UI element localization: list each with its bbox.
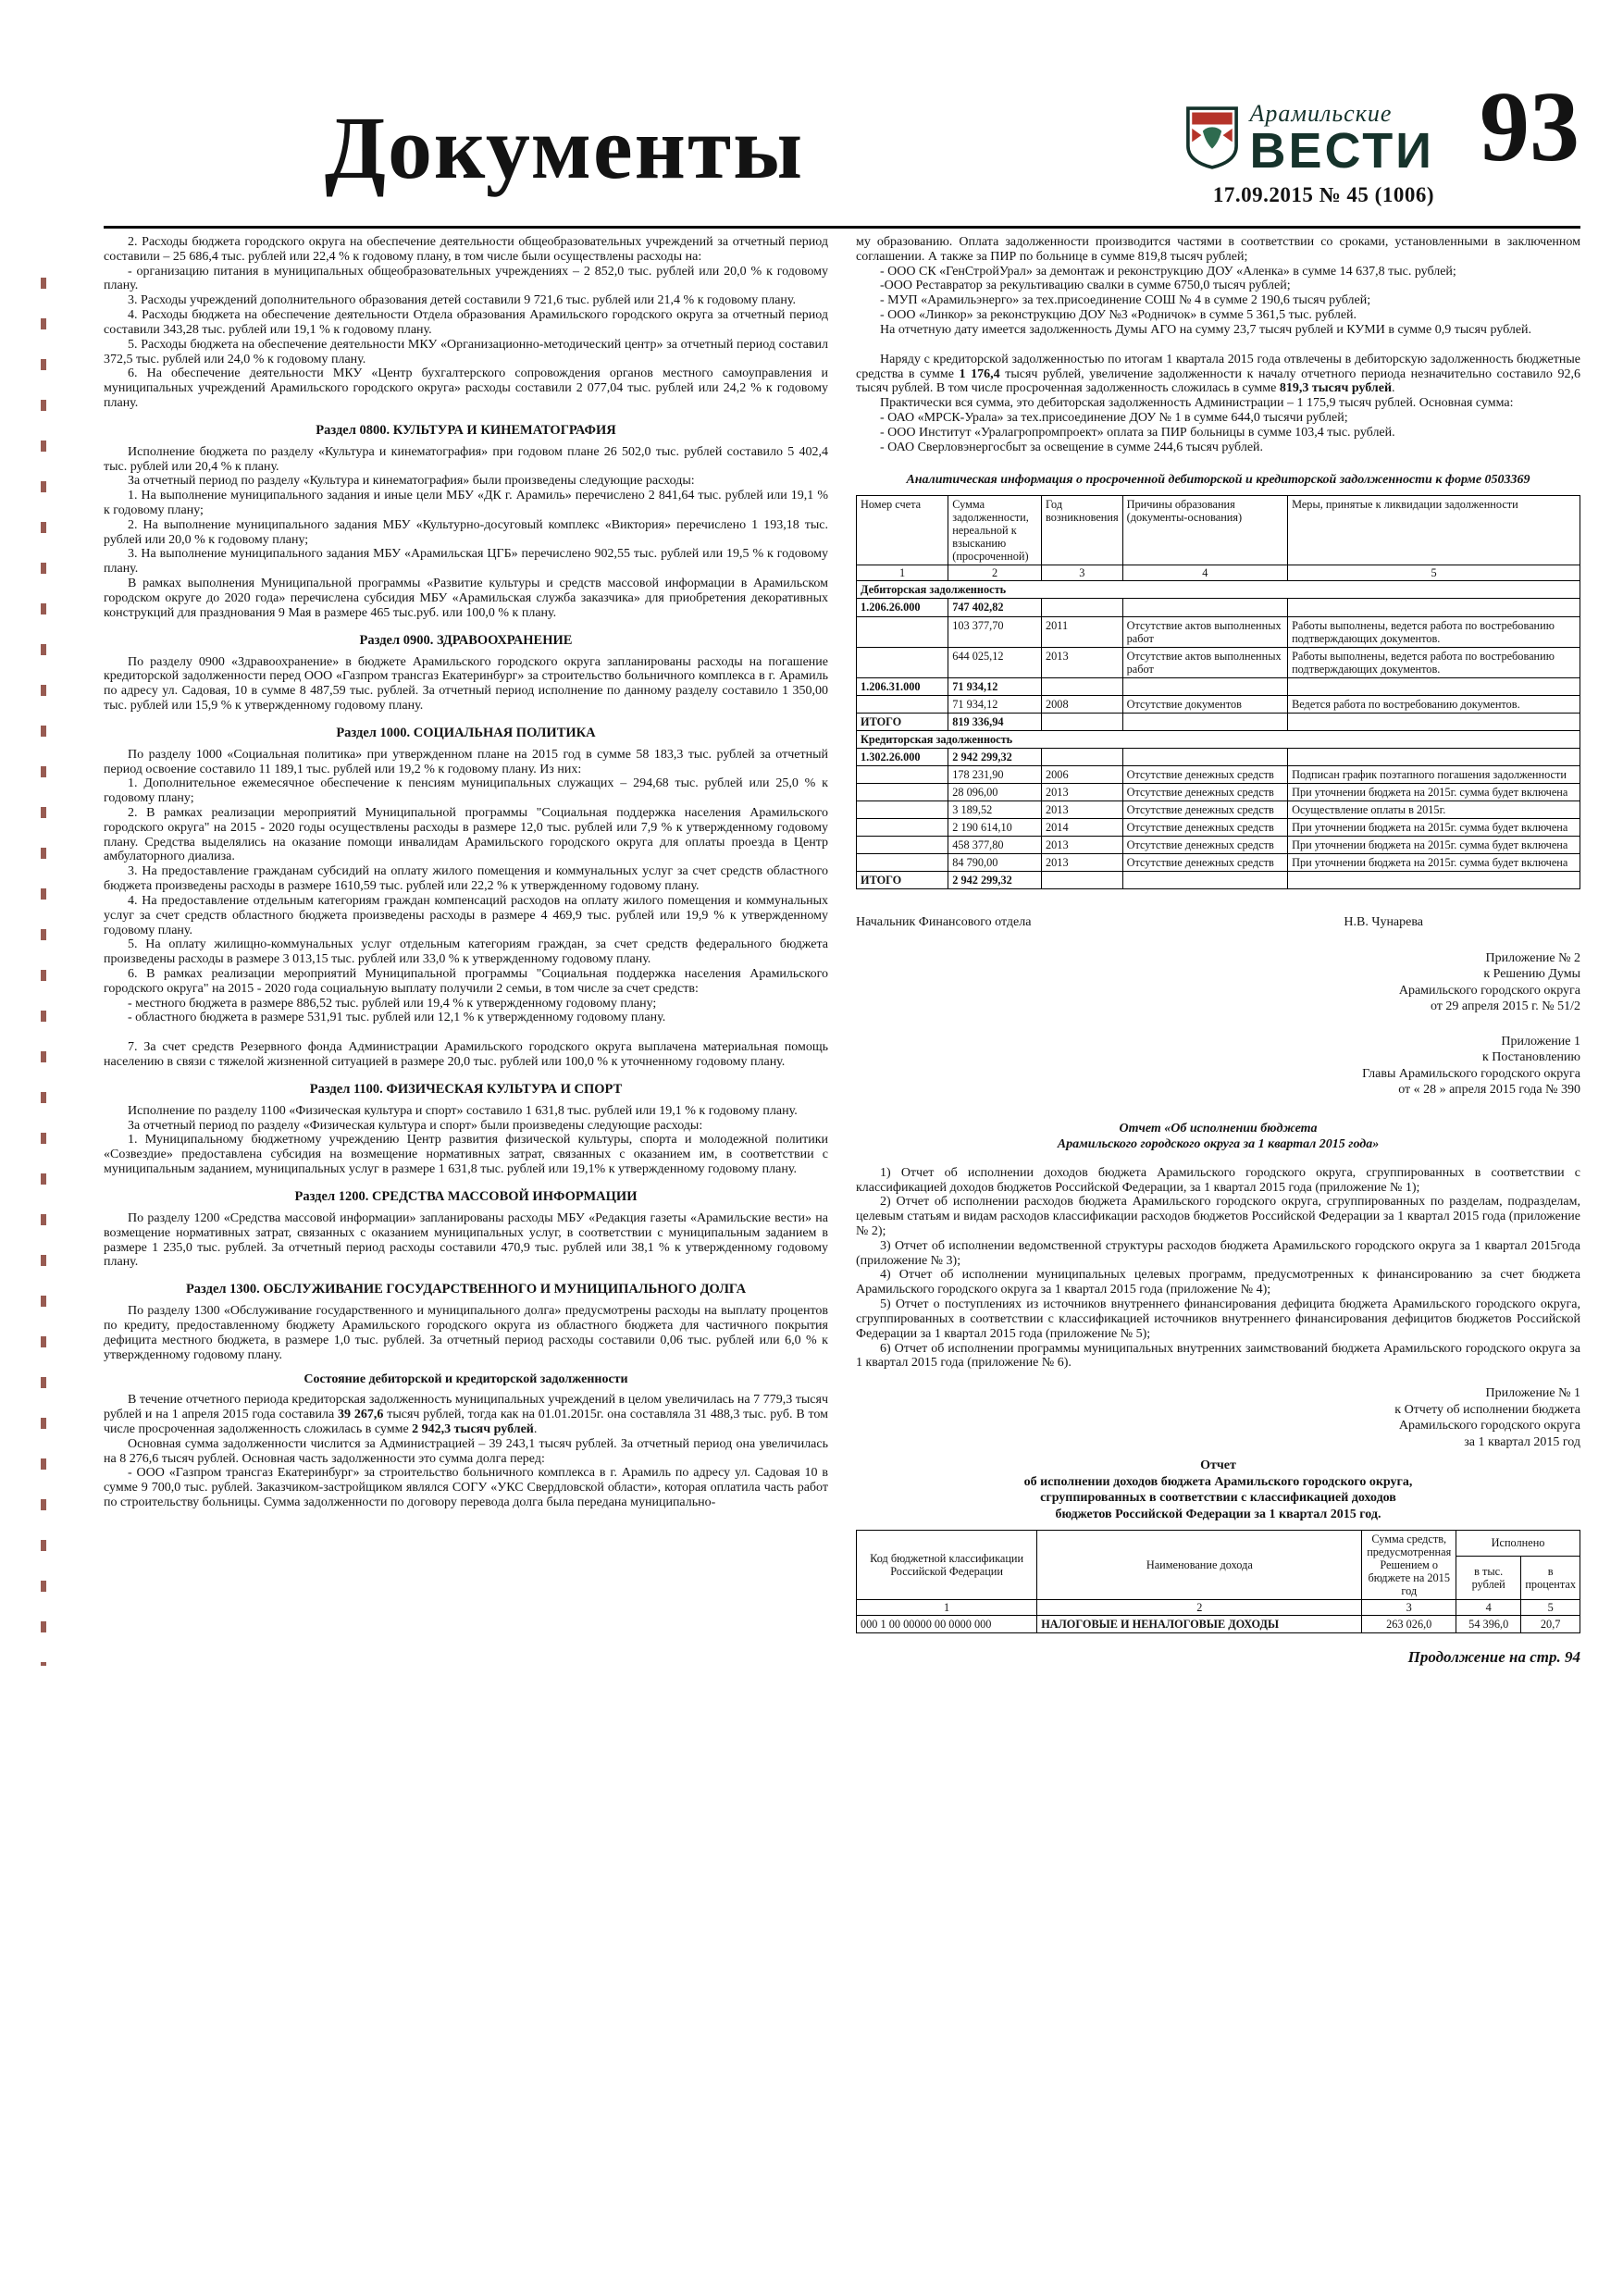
debt-cell: 178 231,90 xyxy=(948,765,1042,783)
text-line: Приложение № 2 xyxy=(1485,950,1580,965)
paragraph: - МУП «Арамильэнерго» за тех.присоединение СОШ № 4 в сумме 2 190,6 тысяч рублей; xyxy=(880,293,1371,308)
debt-cell: 2 942 299,32 xyxy=(948,871,1042,888)
debt-row xyxy=(857,677,1580,695)
text-segment: 819,3 тысяч рублей xyxy=(1279,381,1393,396)
paragraph: 4. На предоставление отдельным категориям граждан компенсаций расходов на оплату жилого помещения и коммунальных услуг за счет средств областного бюджета произведены расходы в размере 4 469,9 тыс. рублей или 19,9 % к утвержденному годовому плану. xyxy=(104,893,828,937)
income-row xyxy=(857,1616,1580,1633)
paragraph: 5. На оплату жилищно-коммунальных услуг отдельным категориям граждан, за счет средств федерального бюджета произведены расходы в размере 3 013,15 тыс. рублей или 33,0 % к утвержденному годовому плану. xyxy=(104,937,828,967)
paragraph: 1. Муниципальному бюджетному учреждению Центр развития физической культуры, спорта и молодежной политики «Созвездие» предоставлена субсидия на возмещение нормативных затрат, связанных с оказанием им, в соответствии с муниципальным заданием, муниципальных услуг в размере 1 631,8 тыс. рублей или 19,1% к утвержденному годовому плану. xyxy=(104,1133,828,1177)
debt-cell xyxy=(1042,713,1123,730)
paragraph: 3. Расходы учреждений дополнительного образования детей составили 9 721,6 тыс. рублей или 21,4 % к годовому плану. xyxy=(128,293,796,308)
debt-row xyxy=(857,871,1580,888)
paragraph: По разделу 1000 «Социальная политика» при утвержденном плане на 2015 год в сумме 58 183,3 тыс. рублей за отчетный период освоение составило 11 189,1 тыс. рублей или 19,2 % к годовому плану. Из них: xyxy=(104,747,828,776)
report-title xyxy=(856,1121,1580,1153)
spacer xyxy=(856,1104,1580,1113)
debt-cell: Ведется работа по востребованию документов. xyxy=(1288,695,1580,713)
debt-cell: Отсутствие денежных средств xyxy=(1122,800,1287,818)
text-line: Арамильского городского округа xyxy=(1398,1419,1580,1433)
income-header-percent: в процентах xyxy=(1521,1556,1580,1600)
paragraph: 1. Дополнительное ежемесячное обеспечение к пенсиям муниципальных служащих – 294,68 тыс. рублей или 25,0 % к годовому плану; xyxy=(104,776,828,806)
section-heading: Раздел 1100. ФИЗИЧЕСКАЯ КУЛЬТУРА И СПОРТ xyxy=(309,1081,623,1097)
debt-cell xyxy=(1122,871,1287,888)
debt-cell: 71 934,12 xyxy=(948,677,1042,695)
text-line: Арамильского городского округа xyxy=(1398,983,1580,998)
debt-cell xyxy=(1288,748,1580,765)
debt-row xyxy=(857,713,1580,730)
column-number: 5 xyxy=(1288,565,1580,581)
paragraph: По разделу 0900 «Здравоохранение» в бюджете Арамильского городского округа запланированы расходы на погашение кредиторской задолженности перед ООО «Газпром трансгаз Екатеринбург» за строительство больничного комплекса в г. Арамиль по адресу ул. Садовая, 10 в сумме 8 487,59 тыс. рублей. За отчетный период исполнение по данному разделу составило 1 350,00 тыс. рублей или 15,9 % к утвержденному годовому плану. xyxy=(104,654,828,713)
income-header-row xyxy=(857,1531,1580,1556)
debt-cell xyxy=(1288,677,1580,695)
debt-cell: Отсутствие денежных средств xyxy=(1122,836,1287,853)
debt-cell xyxy=(857,836,948,853)
debt-cell xyxy=(1122,748,1287,765)
appendix-note xyxy=(856,1385,1580,1450)
debt-cell: 1.206.31.000 xyxy=(857,677,948,695)
paragraph: 2) Отчет об исполнении расходов бюджета Арамильского городского округа, сгруппированных по разделам, подразделам, целевым статьям и видам расходов классификации расходов бюджетов Российской Федерации за 1 квартал 2015 года (приложение № 2); xyxy=(856,1195,1580,1238)
debt-row xyxy=(857,695,1580,713)
section-heading: Раздел 1200. СРЕДСТВА МАССОВОЙ ИНФОРМАЦИИ xyxy=(294,1188,638,1204)
paragraph: - ООО Институт «Уралагропромпроект» оплата за ПИР больницы в сумме 103,4 тыс. рублей. xyxy=(880,425,1395,440)
debt-column-header: Меры, принятые к ликвидации задолженности xyxy=(1288,496,1580,565)
debt-section-row xyxy=(857,581,1580,599)
income-header-sum: Сумма средств, предусмотренная Решением о бюджете на 2015 год xyxy=(1362,1531,1456,1600)
text-line: Приложение 1 xyxy=(1501,1034,1580,1049)
debt-cell: ИТОГО xyxy=(857,713,948,730)
debt-cell: 28 096,00 xyxy=(948,783,1042,800)
debt-cell: Осуществление оплаты в 2015г. xyxy=(1288,800,1580,818)
debt-cell xyxy=(857,695,948,713)
income-header-thousands: в тыс. рублей xyxy=(1456,1556,1521,1600)
debt-cell: 2 190 614,10 xyxy=(948,818,1042,836)
spacer xyxy=(856,454,1580,462)
debt-cell: 458 377,80 xyxy=(948,836,1042,853)
paragraph: - ОАО «МРСК-Урала» за тех.присоединение ДОУ № 1 в сумме 644,0 тысячи рублей; xyxy=(880,410,1348,425)
paragraph: - ООО «Газпром трансгаз Екатеринбург» за строительство больничного комплекса в г. Арамиль по адресу ул. Садовая 10 в сумме 9 700,0 тыс. рублей. Заказчиком-застройщиком являлся СОГУ «УКС Свердловской области», которая оплатила часть работ по строительству больницы. Сумма задолженности по договору перевода долга была передана муниципально- xyxy=(104,1466,828,1510)
subsection-heading: Состояние дебиторской и кредиторской задолженности xyxy=(304,1372,628,1387)
paragraph: 7. За счет средств Резервного фонда Администрации Арамильского городского округа выплачена материальная помощь населению в связи с тяжелой жизненной ситуацией в размере 20,0 тыс. рублей или 100,0 % к уточненному годовому плану. xyxy=(104,1040,828,1069)
debt-cell: 71 934,12 xyxy=(948,695,1042,713)
paragraph xyxy=(104,1393,828,1436)
debt-cell: 2008 xyxy=(1042,695,1123,713)
debt-cell: Отсутствие документов xyxy=(1122,695,1287,713)
spacer xyxy=(856,338,1580,353)
income-name-cell: НАЛОГОВЫЕ И НЕНАЛОГОВЫЕ ДОХОДЫ xyxy=(1037,1616,1362,1633)
paragraph: Исполнение бюджета по разделу «Культура и кинематография» при годовом плане 26 502,0 тыс. рублей составило 5 402,4 тыс. рублей или 20,4 % к плану. xyxy=(104,444,828,474)
debt-cell: 103 377,70 xyxy=(948,616,1042,647)
debt-column-header: Сумма задолженности, нереальной к взысканию (просроченной) xyxy=(948,496,1042,565)
paragraph: - ОАО Сверловэнергосбыт за освещение в сумме 244,6 тысяч рублей. xyxy=(880,440,1264,454)
debt-cell xyxy=(857,818,948,836)
paragraph: В рамках выполнения Муниципальной программы «Развитие культуры и средств массовой информации в Арамильском городском округе до 2020 года» перечислена субсидия МБУ «Арамильская служба заказчика» для приобретения декоративных конструкций для празднования 9 Мая в размере 465 тыс.руб. или 100,0 % к плану. xyxy=(104,577,828,620)
debt-cell: 2014 xyxy=(1042,818,1123,836)
paragraph: - ООО «Линкор» за реконструкцию ДОУ №3 «Родничок» в сумме 5 361,5 тыс. рублей. xyxy=(880,308,1357,323)
debt-row xyxy=(857,647,1580,677)
text-line: Отчет xyxy=(1200,1458,1236,1473)
debt-cell: 747 402,82 xyxy=(948,599,1042,616)
paragraph: - областного бюджета в размере 531,91 тыс. рублей или 12,1 % к утвержденному годовому плану. xyxy=(128,1011,666,1025)
text-segment: 1 176,4 xyxy=(959,366,1000,381)
section-heading: Раздел 0800. КУЛЬТУРА И КИНЕМАТОГРАФИЯ xyxy=(316,422,616,438)
debt-cell: Отсутствие денежных средств xyxy=(1122,783,1287,800)
paragraph: Основная сумма задолженности числится за Администрацией – 39 243,1 тысяч рублей. За отчетный период она увеличилась на 8 276,6 тысяч рублей. Основная часть задолженности это сумма долга перед: xyxy=(104,1436,828,1466)
paragraph: Исполнение по разделу 1100 «Физическая культура и спорт» составило 1 631,8 тыс. рублей или 19,1 % к годовому плану. xyxy=(128,1103,798,1118)
debt-cell: Работы выполнены, ведется работа по востребованию подтверждающих документов. xyxy=(1288,616,1580,647)
income-header-code: Код бюджетной классификации Российской Федерации xyxy=(857,1531,1037,1600)
debt-row xyxy=(857,836,1580,853)
debt-cell: Подписан график поэтапного погашения задолженности xyxy=(1288,765,1580,783)
debt-table xyxy=(856,495,1580,888)
debt-cell: При уточнении бюджета на 2015г. сумма будет включена xyxy=(1288,836,1580,853)
paragraph: 3. На предоставление гражданам субсидий на оплату жилого помещения и коммунальных услуг за счет средств областного бюджета произведены расходы в размере 1610,59 тыс. рублей или 22,2 % к утвержденному годовому плану. xyxy=(104,864,828,894)
paragraph: 6) Отчет об исполнении программы муниципальных внутренних заимствований бюджета Арамильского городского округа за 1 квартал 2015 года (приложение № 6). xyxy=(856,1341,1580,1371)
debt-cell xyxy=(857,616,948,647)
page-number: 93 xyxy=(1480,72,1580,182)
text-line: об исполнении доходов бюджета Арамильского городского округа, xyxy=(1023,1474,1413,1489)
text-segment: тысяч рублей, тогда как на 01.01.2015г. она составляла 31 488,3 тыс. руб. В том числе просроченная задолженность сложилась в сумме xyxy=(104,1408,828,1436)
paragraph: 4) Отчет об исполнении муниципальных целевых программ, предусмотренных к финансированию за счет бюджета Арамильского городского округа за 1 квартал 2015 года (приложение № 4); xyxy=(856,1268,1580,1297)
debt-cell: Отсутствие актов выполненных работ xyxy=(1122,616,1287,647)
debt-row xyxy=(857,765,1580,783)
text-line: бюджетов Российской Федерации за 1 квартал 2015 год. xyxy=(1055,1507,1381,1521)
column-number: 4 xyxy=(1456,1600,1521,1616)
text-segment: . xyxy=(533,1422,538,1436)
paragraph: 1. На выполнение муниципального задания и иные цели МБУ «ДК г. Арамиль» перечислено 2 841,64 тыс. рублей или 19,1 % к годовому плану; xyxy=(104,489,828,517)
text-segment: тысяч рублей, увеличение задолженности к началу отчетного периода незначительно составило 92,6 тысяч рублей. В том числе просроченная задолженность сложилась в сумме xyxy=(856,366,1580,396)
signature-position: Начальник Финансового отдела xyxy=(856,914,1032,929)
paragraph: - ООО СК «ГенСтройУрал» за демонтаж и реконструкцию ДОУ «Аленка» в сумме 14 637,8 тыс. рублей; xyxy=(880,264,1456,279)
debt-cell: 3 189,52 xyxy=(948,800,1042,818)
income-code-cell: 000 1 00 00000 00 0000 000 xyxy=(857,1616,1037,1633)
newspaper-logo xyxy=(1185,100,1434,179)
income-percent-cell: 20,7 xyxy=(1521,1616,1580,1633)
debt-section-title: Кредиторская задолженность xyxy=(857,730,1580,748)
paragraph: За отчетный период по разделу «Физическая культура и спорт» были произведены следующие расходы: xyxy=(128,1118,703,1133)
paragraph: - организацию питания в муниципальных общеобразовательных учреждениях – 2 852,0 тыс. рублей или 20,0 % к годовому плану. xyxy=(104,264,828,293)
text-segment: Наряду с кредиторской задолженностью по итогам 1 квартала 2015 года отвлечены в дебиторскую задолженность бюджетные средства в сумме xyxy=(856,352,1580,381)
appendix-note xyxy=(856,1034,1580,1098)
text-line: сгруппированных в соответствии с классификацией доходов xyxy=(1040,1491,1396,1506)
paragraph: -ООО Реставратор за рекультивацию свалки в сумме 6750,0 тысяч рублей; xyxy=(880,279,1291,293)
content-columns xyxy=(104,235,1580,2274)
debt-cell: 2013 xyxy=(1042,800,1123,818)
column-number: 5 xyxy=(1521,1600,1580,1616)
debt-colnum-row xyxy=(857,565,1580,581)
header-divider xyxy=(104,226,1580,229)
debt-row xyxy=(857,599,1580,616)
debt-cell xyxy=(857,853,948,871)
income-sum-cell: 263 026,0 xyxy=(1362,1616,1456,1633)
debt-cell xyxy=(1288,713,1580,730)
debt-cell: Отсутствие денежных средств xyxy=(1122,765,1287,783)
debt-column-header: Год возникновения xyxy=(1042,496,1123,565)
column-number: 2 xyxy=(1037,1600,1362,1616)
income-header-executed: Исполнено xyxy=(1456,1531,1580,1556)
continuation-note: Продолжение на стр. 94 xyxy=(1407,1648,1580,1667)
debt-cell: 2013 xyxy=(1042,836,1123,853)
brand-name-bottom: ВЕСТИ xyxy=(1249,123,1434,179)
paragraph: 5) Отчет о поступлениях из источников внутреннего финансирования дефицита бюджета Арамильского городского округа, сгруппированных в соответствии с классификацией источников внутреннего финансирования дефицитов бюджетов Российской Федерации за 1 квартал 2015 года (приложение № 5); xyxy=(856,1297,1580,1341)
debt-cell: 2013 xyxy=(1042,853,1123,871)
paragraph: 2. Расходы бюджета городского округа на обеспечение деятельности общеобразовательных учреждений за отчетный период составили – 25 686,4 тыс. рублей или 22,4 % к годовому плану, в том числе были осуществлены расходы на: xyxy=(104,235,828,264)
paragraph: Практически вся сумма, это дебиторская задолженность Администрации – 1 175,9 тысяч рублей. Основная сумма: xyxy=(880,396,1514,411)
text-line: Отчет «Об исполнении бюджета xyxy=(1119,1121,1318,1136)
paragraph: му образованию. Оплата задолженности производится частями в соответствии со сроками, установленными в заключенном соглашении. А также за ПИР по больнице в сумме 819,8 тысяч рублей; xyxy=(856,235,1580,264)
section-heading: Раздел 1300. ОБСЛУЖИВАНИЕ ГОСУДАРСТВЕННОГО И МУНИЦИПАЛЬНОГО ДОЛГА xyxy=(185,1282,747,1297)
text-line: за 1 квартал 2015 год xyxy=(1464,1434,1580,1449)
paragraph: 6. На обеспечение деятельности МКУ «Центр бухгалтерского сопровождения органов местного самоуправления и муниципальных учреждений Арамильского городского округа» расходы составили 2 077,04 тыс. рублей или 24,2 % к годовому плану. xyxy=(104,366,828,410)
debt-cell xyxy=(1288,871,1580,888)
debt-header-row xyxy=(857,496,1580,565)
text-line: от 29 апреля 2015 г. № 51/2 xyxy=(1430,999,1580,1014)
income-table xyxy=(856,1530,1580,1633)
paragraph: 3) Отчет об исполнении ведомственной структуры расходов бюджета Арамильского городского округа за 1 квартал 2015года (приложение № 3); xyxy=(856,1238,1580,1268)
text-line: к Постановлению xyxy=(1481,1050,1580,1065)
issue-date-line: 17.09.2015 № 45 (1006) xyxy=(1212,183,1434,206)
debt-cell xyxy=(857,800,948,818)
debt-cell: ИТОГО xyxy=(857,871,948,888)
section-heading: Раздел 1000. СОЦИАЛЬНАЯ ПОЛИТИКА xyxy=(336,725,596,740)
debt-cell xyxy=(1122,677,1287,695)
text-line: Главы Арамильского городского округа xyxy=(1362,1066,1580,1081)
spacer xyxy=(856,897,1580,910)
paragraph: По разделу 1200 «Средства массовой информации» запланированы расходы МБУ «Редакция газеты «Арамильские вести» на возмещение нормативных затрат, связанных с оказанием муниципальных услуг, в соответствии с муниципальным заданием в размере 1 235,0 тыс. рублей. За отчетный период расходы составили 470,9 тыс. рублей или 38,1 % к утвержденному годовому плану. xyxy=(104,1210,828,1270)
spacer xyxy=(856,936,1580,945)
text-line: от « 28 » апреля 2015 года № 390 xyxy=(1398,1083,1580,1098)
debt-cell: При уточнении бюджета на 2015г. сумма будет включена xyxy=(1288,853,1580,871)
left-column xyxy=(104,235,828,2274)
signature-name: Н.В. Чунарева xyxy=(1344,914,1423,929)
debt-table-head xyxy=(857,496,1580,581)
debt-cell xyxy=(1042,677,1123,695)
debt-cell: 84 790,00 xyxy=(948,853,1042,871)
column-number: 4 xyxy=(1122,565,1287,581)
paragraph: 2. На выполнение муниципального задания МБУ «Культурно-досуговый комплекс «Виктория» перечислено 1 193,18 тыс. рублей или 20,0 % к годовому плану; xyxy=(104,517,828,547)
debt-table-body xyxy=(857,581,1580,888)
spacer xyxy=(856,1371,1580,1380)
text-line: Арамильского городского округа за 1 квартал 2015 года» xyxy=(1057,1137,1380,1152)
debt-cell: Отсутствие актов выполненных работ xyxy=(1122,647,1287,677)
debt-cell: 2006 xyxy=(1042,765,1123,783)
debt-cell: 2011 xyxy=(1042,616,1123,647)
paragraph: За отчетный период по разделу «Культура и кинематография» были произведены следующие расходы: xyxy=(128,474,695,489)
right-column xyxy=(856,235,1580,2274)
debt-column-header: Причины образования (документы-основания) xyxy=(1122,496,1287,565)
registration-marks xyxy=(41,278,46,1666)
debt-column-header: Номер счета xyxy=(857,496,948,565)
paragraph: 6. В рамках реализации мероприятий Муниципальной программы "Социальная поддержка населения Арамильского городского округа" на 2015 - 2020 года социальную выплату получили 2 семьи, в том числе за счет средств: xyxy=(104,966,828,996)
paragraph: 1) Отчет об исполнении доходов бюджета Арамильского городского округа, сгруппированных в соответствии с классификацией доходов бюджетов Российской Федерации, за 1 квартал 2015 года (приложение № 1); xyxy=(856,1165,1580,1195)
debt-cell xyxy=(857,647,948,677)
income-table-body xyxy=(857,1616,1580,1633)
appendix-note xyxy=(856,950,1580,1015)
debt-cell: При уточнении бюджета на 2015г. сумма будет включена xyxy=(1288,783,1580,800)
income-colnum-row xyxy=(857,1600,1580,1616)
section-heading: Раздел 0900. ЗДРАВООХРАНЕНИЕ xyxy=(359,632,573,648)
debt-row xyxy=(857,818,1580,836)
debt-row xyxy=(857,853,1580,871)
brand-text xyxy=(1249,100,1434,179)
paragraph: 2. В рамках реализации мероприятий Муниципальной программы "Социальная поддержка населения Арамильского городского округа" на 2015 - 2020 годы осуществлены расходы в размере 12,0 тыс. рублей или 7,9 % к утвержденному годовому плану. Средства выделялись на оказание помощи инвалидам Арамильского городского округа для оплаты проезда в Центр амбулаторного диализа. xyxy=(104,806,828,864)
spacer xyxy=(856,1021,1580,1028)
page-title: Документы xyxy=(324,98,805,197)
paragraph: По разделу 1300 «Обслуживание государственного и муниципального долга» предусмотрены расходы на выплату процентов по кредиту, предоставленному бюджету Арамильского городского округа из областного бюджета для частичного покрытия дефицита местного бюджета, в размере 1,0 тыс. рублей. За отчетный период расходы составили 0,06 тыс. рублей или 6,0 % к утвержденному годовому плану. xyxy=(104,1304,828,1362)
paragraph xyxy=(856,353,1580,396)
debt-cell xyxy=(1122,599,1287,616)
paragraph: На отчетную дату имеется задолженность Думы АГО на сумму 23,7 тысяч рублей и КУМИ в сумме 0,9 тысяч рублей. xyxy=(880,322,1532,337)
income-table-head xyxy=(857,1531,1580,1616)
income-header-name: Наименование дохода xyxy=(1037,1531,1362,1600)
debt-cell: 1.302.26.000 xyxy=(857,748,948,765)
debt-cell: 2013 xyxy=(1042,783,1123,800)
text-line: к Решению Думы xyxy=(1483,967,1580,982)
analytics-heading: Аналитическая информация о просроченной дебиторской и кредиторской задолженности к форме 0503369 xyxy=(906,473,1530,488)
debt-section-title: Дебиторская задолженность xyxy=(857,581,1580,599)
brand-name-top: Арамильские xyxy=(1249,100,1393,127)
debt-cell xyxy=(1122,713,1287,730)
text-line: к Отчету об исполнении бюджета xyxy=(1394,1402,1580,1417)
debt-cell: Отсутствие денежных средств xyxy=(1122,853,1287,871)
column-number: 1 xyxy=(857,1600,1037,1616)
debt-row xyxy=(857,616,1580,647)
debt-cell xyxy=(1288,599,1580,616)
debt-cell: 2013 xyxy=(1042,647,1123,677)
debt-cell: При уточнении бюджета на 2015г. сумма будет включена xyxy=(1288,818,1580,836)
debt-cell xyxy=(857,765,948,783)
debt-row xyxy=(857,748,1580,765)
debt-cell: 2 942 299,32 xyxy=(948,748,1042,765)
text-segment: В течение отчетного периода кредиторская задолженность муниципальных учреждений в целом увеличилась на 7 779,3 тысяч рублей и на 1 апреля 2015 года составила xyxy=(104,1393,828,1422)
debt-cell xyxy=(1042,599,1123,616)
debt-row xyxy=(857,783,1580,800)
debt-cell xyxy=(1042,871,1123,888)
debt-cell: 1.206.26.000 xyxy=(857,599,948,616)
paragraph: 3. На выполнение муниципального задания МБУ «Арамильская ЦГБ» перечислено 902,55 тыс. рублей или 19,5 % к годовому плану. xyxy=(104,547,828,577)
debt-cell: 819 336,94 xyxy=(948,713,1042,730)
debt-row xyxy=(857,800,1580,818)
report-title xyxy=(856,1458,1580,1522)
signature-row xyxy=(856,915,1580,930)
debt-cell: Отсутствие денежных средств xyxy=(1122,818,1287,836)
spacer xyxy=(104,1025,828,1040)
column-number: 2 xyxy=(948,565,1042,581)
coat-of-arms-icon xyxy=(1185,105,1239,170)
text-line: Приложение № 1 xyxy=(1485,1386,1580,1401)
debt-cell: Работы выполнены, ведется работа по востребованию подтверждающих документов. xyxy=(1288,647,1580,677)
column-number: 3 xyxy=(1362,1600,1456,1616)
debt-section-row xyxy=(857,730,1580,748)
debt-cell xyxy=(1042,748,1123,765)
paragraph: 4. Расходы бюджета на обеспечение деятельности Отдела образования Арамильского городского округа за отчетный период составили 343,28 тыс. рублей или 19,1 % к годовому плану. xyxy=(104,308,828,337)
debt-cell xyxy=(857,783,948,800)
income-executed-cell: 54 396,0 xyxy=(1456,1616,1521,1633)
text-segment: 39 267,6 xyxy=(338,1408,384,1422)
column-number: 3 xyxy=(1042,565,1123,581)
text-segment: . xyxy=(1392,381,1395,396)
debt-cell: 644 025,12 xyxy=(948,647,1042,677)
column-number: 1 xyxy=(857,565,948,581)
paragraph: 5. Расходы бюджета на обеспечение деятельности МКУ «Организационно-методический центр» за отчетный период составил 372,5 тыс. рублей или 24,0 % к годовому плану. xyxy=(104,337,828,366)
paragraph: - местного бюджета в размере 886,52 тыс. рублей или 19,4 % к утвержденному годовому плану; xyxy=(128,996,657,1011)
text-segment: 2 942,3 тысяч рублей xyxy=(412,1422,534,1436)
